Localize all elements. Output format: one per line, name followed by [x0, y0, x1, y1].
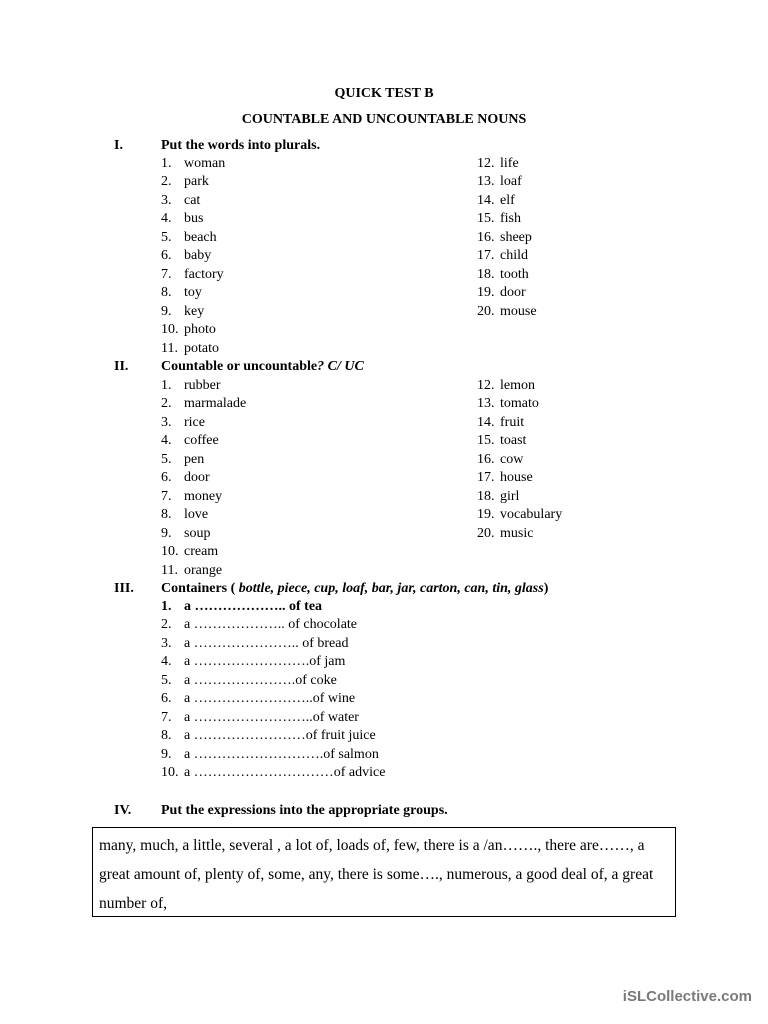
item-number: 6. [161, 691, 172, 707]
list-item [161, 285, 202, 301]
list-item [161, 174, 209, 190]
list-item [161, 322, 216, 338]
quiz-subtitle: COUNTABLE AND UNCOUNTABLE NOUNS [241, 112, 527, 127]
list-item [477, 267, 529, 283]
item-text: cream [184, 544, 219, 560]
item-number: 5. [161, 229, 172, 245]
item-number: 1. [161, 599, 172, 614]
item-text: cow [500, 451, 524, 467]
item-text: a …………………………of advice [184, 765, 386, 781]
item-number: 18. [477, 266, 495, 282]
section-number-1: I. [114, 138, 123, 153]
item-text: love [184, 507, 209, 523]
list-item [161, 378, 221, 394]
list-item [161, 248, 211, 264]
list-item [161, 341, 219, 357]
item-number: 7. [161, 266, 172, 282]
item-text: toast [500, 433, 527, 449]
list-item [477, 489, 519, 505]
item-text: life [500, 156, 519, 171]
section-heading-2-extra: ? C/ UC [317, 359, 364, 374]
item-text: sheep [500, 229, 532, 245]
item-number: 2. [161, 617, 172, 633]
item-number: 3. [161, 192, 172, 208]
item-text: rice [184, 414, 205, 430]
watermark: iSLCollective.com [622, 988, 752, 1005]
item-text: a ……………………….of salmon [184, 746, 379, 762]
item-text: money [184, 488, 223, 504]
item-number: 9. [161, 525, 172, 541]
item-text: lemon [500, 378, 535, 393]
item-text: marmalade [184, 396, 247, 412]
list-item [477, 415, 524, 431]
item-number: 3. [161, 414, 172, 430]
list-item [161, 507, 208, 523]
list-item [161, 489, 222, 505]
list-item [161, 470, 210, 486]
list-item [161, 433, 219, 449]
item-number: 8. [161, 507, 172, 523]
item-text: tomato [500, 396, 539, 412]
item-text: pen [184, 451, 205, 467]
list-item [477, 248, 528, 264]
section-heading-3-end: ) [543, 581, 549, 596]
list-item [161, 673, 337, 689]
item-number: 19. [477, 285, 495, 301]
item-number: 16. [477, 229, 495, 245]
item-text: orange [184, 562, 223, 578]
item-text: key [184, 303, 205, 319]
list-item [161, 230, 217, 246]
item-text: vocabulary [500, 507, 563, 523]
list-item [161, 193, 200, 209]
item-number: 5. [161, 451, 172, 467]
section-heading-3-words: bottle, piece, cup, loaf, bar, jar, carton, can, tin, glass [238, 581, 544, 596]
item-number: 2. [161, 174, 172, 190]
list-item [161, 267, 224, 283]
list-item [161, 710, 359, 726]
quiz-title: QUICK TEST B [334, 86, 434, 101]
item-number: 14. [477, 414, 495, 430]
list-item [161, 415, 205, 431]
item-number: 14. [477, 192, 495, 208]
item-number: 6. [161, 248, 172, 264]
item-number: 18. [477, 488, 495, 504]
item-number: 10. [161, 765, 179, 781]
item-number: 16. [477, 451, 495, 467]
list-item [161, 617, 357, 633]
item-text: mouse [500, 303, 537, 319]
item-number: 13. [477, 174, 495, 190]
item-text: a …………………….of jam [184, 654, 346, 670]
item-number: 17. [477, 248, 495, 264]
expressions-box: many, much, a little, several , a lot of, loads of, few, there is a /an……., there are……, a great amount of, plenty of, some, any, there is some…., numerous, a good deal of, a great number of, [92, 827, 676, 917]
list-item [477, 507, 562, 523]
item-number: 7. [161, 709, 172, 725]
list-item [161, 544, 218, 560]
item-text: door [184, 470, 210, 486]
section-heading-1: Put the words into plurals. [161, 138, 321, 153]
item-number: 12. [477, 378, 495, 393]
item-number: 9. [161, 303, 172, 319]
item-number: 10. [161, 322, 179, 338]
list-item [161, 211, 203, 227]
item-number: 3. [161, 635, 172, 651]
list-item [161, 747, 379, 763]
list-item [477, 452, 523, 468]
item-text: house [500, 470, 533, 486]
list-item [477, 470, 533, 486]
item-number: 5. [161, 672, 172, 688]
list-item [477, 526, 533, 542]
list-item [161, 156, 225, 172]
item-text: a ……………………..of water [184, 709, 359, 725]
item-text: photo [184, 322, 216, 338]
item-text: factory [184, 266, 224, 282]
item-text: coffee [184, 433, 219, 449]
list-item [477, 304, 537, 320]
list-item [477, 211, 521, 227]
list-item [161, 636, 348, 652]
item-number: 20. [477, 303, 495, 319]
item-text: baby [184, 248, 212, 264]
item-number: 1. [161, 378, 172, 393]
item-text: park [184, 174, 209, 190]
item-number: 8. [161, 728, 172, 744]
item-number: 8. [161, 285, 172, 301]
item-text: a ………………….. of bread [184, 635, 349, 651]
item-text: elf [500, 192, 515, 208]
item-text: a ……………….. of tea [184, 599, 323, 614]
section-heading-3 [161, 581, 548, 597]
list-item [477, 193, 515, 209]
item-text: fish [500, 211, 521, 227]
section-heading-4: Put the expressions into the appropriate groups. [161, 803, 448, 818]
item-text: beach [184, 229, 217, 245]
item-number: 15. [477, 211, 495, 227]
item-number: 4. [161, 654, 172, 670]
item-text: a ……………….. of chocolate [184, 617, 358, 633]
section-number-2: II. [114, 359, 129, 374]
list-item [477, 378, 535, 394]
list-item [161, 599, 322, 615]
item-number: 17. [477, 470, 495, 486]
item-text: a ……………………of fruit juice [184, 728, 376, 744]
item-text: a ……………………..of wine [184, 691, 356, 707]
item-text: potato [184, 340, 219, 356]
item-text: cat [184, 192, 201, 208]
item-text: rubber [184, 378, 221, 393]
list-item [477, 230, 532, 246]
item-text: fruit [500, 414, 525, 430]
item-number: 20. [477, 525, 495, 541]
section-heading-3-start: Containers ( [161, 581, 239, 596]
list-item [161, 691, 355, 707]
section-heading-2-text: Countable or uncountable [161, 359, 318, 374]
item-number: 11. [161, 340, 178, 356]
item-text: bus [184, 211, 204, 227]
list-item [161, 526, 210, 542]
list-item [161, 452, 204, 468]
item-text: loaf [500, 174, 522, 190]
item-text: music [500, 525, 534, 541]
item-number: 15. [477, 433, 495, 449]
item-text: tooth [500, 266, 529, 282]
list-item [161, 304, 204, 320]
item-number: 7. [161, 488, 172, 504]
item-number: 9. [161, 746, 172, 762]
list-item [161, 728, 376, 744]
item-text: soup [184, 525, 211, 541]
list-item [161, 765, 385, 781]
item-number: 1. [161, 156, 172, 171]
list-item [161, 396, 246, 412]
item-number: 10. [161, 544, 179, 560]
item-text: woman [184, 156, 226, 171]
list-item [161, 654, 345, 670]
section-number-3: III. [114, 581, 134, 596]
item-number: 11. [161, 562, 178, 578]
item-number: 19. [477, 507, 495, 523]
list-item [477, 433, 526, 449]
item-number: 13. [477, 396, 495, 412]
list-item [477, 396, 539, 412]
item-number: 6. [161, 470, 172, 486]
item-text: toy [184, 285, 202, 301]
section-number-4: IV. [114, 803, 132, 818]
item-text: child [500, 248, 528, 264]
item-number: 4. [161, 433, 172, 449]
section-heading-2 [161, 359, 364, 375]
list-item [477, 174, 522, 190]
item-text: girl [500, 488, 520, 504]
item-number: 4. [161, 211, 172, 227]
list-item [477, 285, 526, 301]
item-text: a ………………….of coke [184, 672, 337, 688]
item-number: 2. [161, 396, 172, 412]
item-text: door [500, 285, 526, 301]
list-item [477, 156, 519, 172]
item-number: 12. [477, 156, 495, 171]
list-item [161, 563, 222, 579]
